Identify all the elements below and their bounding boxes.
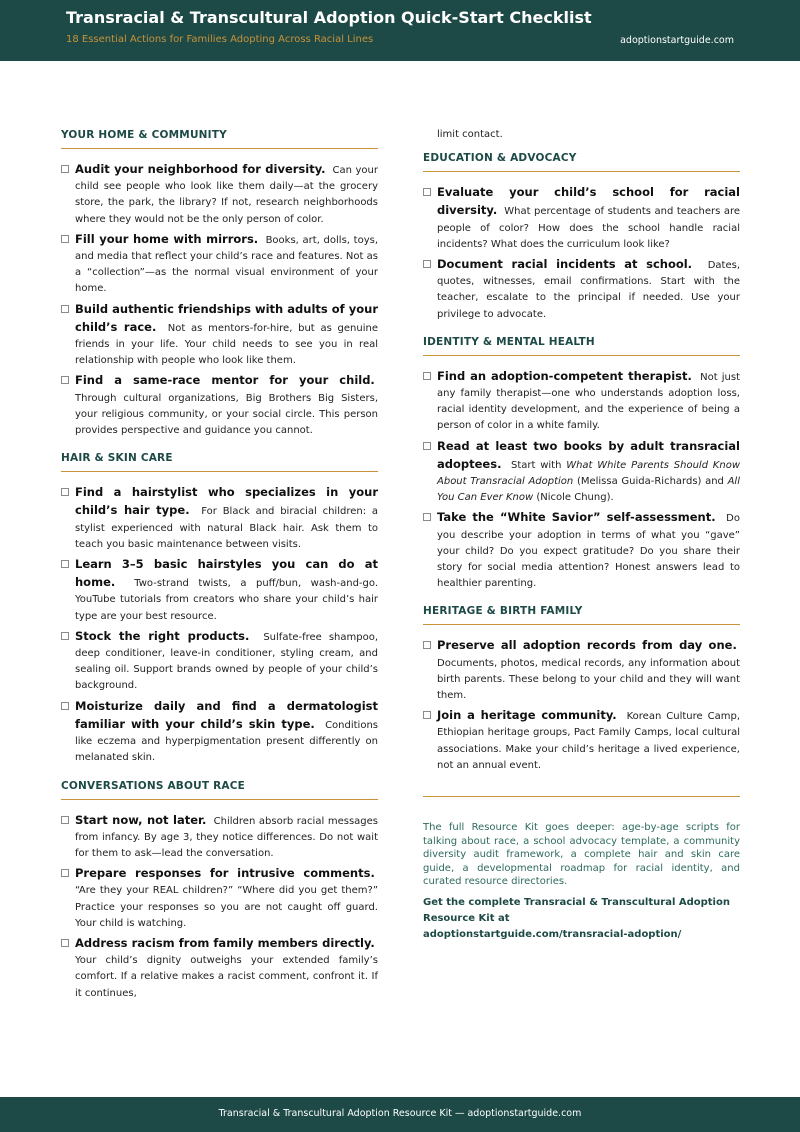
page-footer xyxy=(0,1097,800,1132)
checklist-item: Evaluate your child’s school for racial diversity. What percentage of students and teachers are people of color? How does the school handle racial incidents? What does the curriculum look like? xyxy=(423,184,740,253)
checklist-item: Preserve all adoption records from day one. Documents, photos, medical records, any information about birth parents. These belong to your child and they will want them. xyxy=(423,637,740,704)
header-url: adoptionstartguide.com xyxy=(620,35,734,46)
checkbox[interactable] xyxy=(423,641,431,649)
checkbox[interactable] xyxy=(423,513,431,521)
checkbox[interactable] xyxy=(423,260,431,268)
checkbox[interactable] xyxy=(423,711,431,719)
checklist-item: Build authentic friendships with adults of your child’s race. Not as mentors-for-hire, but as genuine friends in your life. Your child needs to see you in real relationship with people who look like them. xyxy=(61,301,378,370)
checklist-item: Find a hairstylist who specializes in your child’s hair type. For Black and biracial children: a stylist experienced with natural Black hair. Ask them to teach you basic maintenance between visits. xyxy=(61,484,378,553)
checkbox[interactable] xyxy=(61,488,69,496)
section-title-identity: IDENTITY & MENTAL HEALTH xyxy=(423,336,740,356)
checklist-item: Read at least two books by adult transracial adoptees. Start with What White Parents Should Know About Transracial Adoption (Melissa Guida-Richards) and All You Can Ever Know (Nicole Chung). xyxy=(423,438,740,507)
promo-text: The full Resource Kit goes deeper: age-by-age scripts for talking about race, a school advocacy template, a community diversity audit framework, a complete hair and skin care guide, a developmental roadmap for racial identity, and curated resource directories. xyxy=(423,822,740,888)
checklist-item: Moisturize daily and find a dermatologist familiar with your child’s skin type. Conditions like eczema and hyperpigmentation present differently on melanated skin. xyxy=(61,698,378,767)
checklist-item: Fill your home with mirrors. Books, art, dolls, toys, and media that reflect your child’s race and features. Not as a “collection”—as the normal visual environment of your home. xyxy=(61,231,378,298)
book-title: All You Can Ever Know xyxy=(437,476,740,504)
checklist-item: Find a same-race mentor for your child. Through cultural organizations, Big Brothers Big Sisters, your religious community, or your social circle. This person provides perspective and guidance you cannot. xyxy=(61,372,378,439)
checklist-item: Document racial incidents at school. Dates, quotes, witnesses, email confirmations. Start with the teacher, escalate to the principal if needed. Use your privilege to advocate. xyxy=(423,256,740,323)
checkbox[interactable] xyxy=(61,376,69,384)
left-column xyxy=(61,129,378,1005)
section-title-heritage: HERITAGE & BIRTH FAMILY xyxy=(423,605,740,625)
promo-divider xyxy=(423,796,740,797)
page-title: Transracial & Transcultural Adoption Quick-Start Checklist xyxy=(66,8,592,27)
promo-cta: Get the complete Transracial & Transcultural Adoption Resource Kit at adoptionstartguide.com/transracial-adoption/ xyxy=(423,896,730,940)
checkbox[interactable] xyxy=(423,442,431,450)
book-title: What White Parents Should Know About Transracial Adoption xyxy=(437,459,741,488)
checkbox[interactable] xyxy=(61,560,69,568)
checklist-item: Take the “White Savior” self-assessment. Do you describe your adoption in terms of what you “gave” your child? Do you expect gratitude? Do you share their story for social media attention? Honest answers lead to healthier parenting. xyxy=(423,509,740,592)
promo-link[interactable]: adoptionstartguide.com/transracial-adoption/ xyxy=(423,928,682,940)
checkbox[interactable] xyxy=(61,939,69,947)
page-header xyxy=(0,0,800,61)
continued-text: limit contact. xyxy=(437,129,503,140)
page-subtitle: 18 Essential Actions for Families Adopting Across Racial Lines xyxy=(66,34,374,45)
checkbox[interactable] xyxy=(423,188,431,196)
checklist-item: Prepare responses for intrusive comments. “Are they your REAL children?” “Where did you get them?” Practice your responses so you are not caught off guard. Your child is watching. xyxy=(61,865,378,932)
checkbox[interactable] xyxy=(61,702,69,710)
checklist-item: Join a heritage community. Korean Culture Camp, Ethiopian heritage groups, Pact Family Camps, local cultural associations. Make your child’s heritage a lived experience, not an annual event. xyxy=(423,707,740,774)
checklist-item: Audit your neighborhood for diversity. Can your child see people who look like them daily—at the grocery store, the park, the library? If not, research neighborhoods where they would not be the only person of color. xyxy=(61,161,378,228)
checkbox[interactable] xyxy=(61,305,69,313)
right-column xyxy=(423,129,740,943)
section-title-race: CONVERSATIONS ABOUT RACE xyxy=(61,780,378,800)
checkbox[interactable] xyxy=(61,869,69,877)
section-title-hair: HAIR & SKIN CARE xyxy=(61,452,378,472)
checkbox[interactable] xyxy=(61,165,69,173)
checkbox[interactable] xyxy=(61,235,69,243)
section-title-home: YOUR HOME & COMMUNITY xyxy=(61,129,378,149)
checklist-item: Start now, not later. Children absorb racial messages from infancy. By age 3, they notice differences. Do not wait for them to ask—lead the conversation. xyxy=(61,812,378,863)
checkbox[interactable] xyxy=(61,816,69,824)
checklist-item: Find an adoption-competent therapist. Not just any family therapist—one who understands adoption loss, racial identity development, and the experience of being a person of color in a white family. xyxy=(423,368,740,435)
checkbox[interactable] xyxy=(423,372,431,380)
checklist-item: Address racism from family members directly. Your child’s dignity outweighs your extended family’s comfort. If a relative makes a racist comment, confront it. If it continues, xyxy=(61,935,378,1002)
section-title-education: EDUCATION & ADVOCACY xyxy=(423,152,740,172)
footer-text: Transracial & Transcultural Adoption Resource Kit — adoptionstartguide.com xyxy=(218,1108,582,1119)
checklist-item: Stock the right products. Sulfate-free shampoo, deep conditioner, leave-in conditioner, styling cream, and sealing oil. Support brands owned by people of your child’s background. xyxy=(61,628,378,695)
checkbox[interactable] xyxy=(61,632,69,640)
checklist-item: Learn 3–5 basic hairstyles you can do at home. Two-strand twists, a puff/bun, wash-and-go. YouTube tutorials from creators who share your child’s hair type are your best resource. xyxy=(61,556,378,625)
